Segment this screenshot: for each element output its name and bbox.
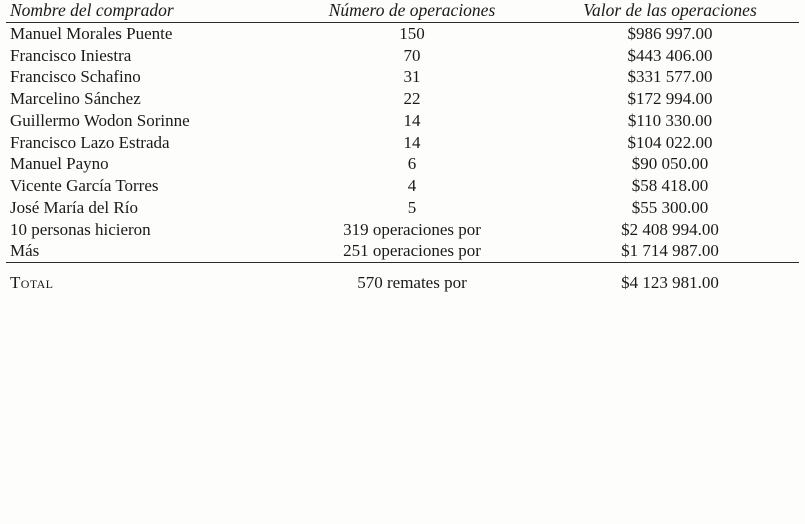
cell-operations: 14: [403, 132, 421, 152]
cell-name: 10 personas hicieron: [10, 219, 151, 239]
cell-operations: 6: [407, 154, 417, 174]
cell-total-operations: 570 remates por: [283, 263, 541, 294]
table-row: [6, 22, 799, 44]
column-header-value: Valor de las operaciones: [541, 0, 799, 22]
table-row: [6, 219, 799, 241]
table-row: [6, 66, 799, 88]
table-row: [6, 240, 799, 262]
table-row: [6, 153, 799, 175]
cell-total-label: Total: [6, 263, 283, 294]
cell-name: Francisco Schafino: [10, 67, 141, 87]
cell-operations: 251 operaciones por: [343, 241, 481, 261]
cell-name: Más: [10, 241, 40, 261]
cell-value: $104 022.00: [627, 132, 713, 152]
cell-value: $110 330.00: [627, 110, 713, 130]
cell-name: Francisco Lazo Estrada: [10, 132, 170, 152]
cell-operations: 14: [403, 110, 421, 130]
buyers-table: [6, 0, 799, 294]
table-row: [6, 175, 799, 197]
cell-operations: 31: [403, 67, 421, 87]
cell-value: $55 300.00: [631, 197, 709, 217]
cell-value: $986 997.00: [627, 23, 713, 43]
table-row: [6, 45, 799, 67]
column-header-operations: Número de operaciones: [283, 0, 541, 22]
table-header-row: [6, 0, 799, 22]
cell-value: $2 408 994.00: [621, 219, 719, 239]
cell-name: Francisco Iniestra: [10, 45, 132, 65]
cell-value: $58 418.00: [631, 176, 709, 196]
cell-operations: 5: [407, 197, 417, 217]
cell-name: Marcelino Sánchez: [10, 89, 141, 109]
cell-name: Vicente García Torres: [10, 176, 159, 196]
table-header: [6, 0, 799, 22]
cell-name: José María del Río: [10, 197, 138, 217]
table-row: [6, 88, 799, 110]
cell-value: $1 714 987.00: [621, 241, 719, 261]
cell-operations: 319 operaciones por: [343, 219, 481, 239]
table-row: [6, 132, 799, 154]
cell-name: Guillermo Wodon Sorinne: [10, 110, 190, 130]
cell-name: Manuel Payno: [10, 154, 109, 174]
table-body: [6, 22, 799, 294]
cell-operations: 70: [403, 45, 421, 65]
cell-value: $90 050.00: [631, 154, 709, 174]
cell-value: $331 577.00: [627, 67, 713, 87]
cell-total-value: $4 123 981.00: [541, 263, 799, 294]
table-total-row: [6, 263, 799, 294]
cell-operations: 150: [399, 23, 425, 43]
column-header-name: Nombre del comprador: [6, 0, 283, 22]
cell-name: Manuel Morales Puente: [10, 23, 173, 43]
table-row: [6, 110, 799, 132]
table-row: [6, 197, 799, 219]
cell-operations: 22: [403, 89, 421, 109]
cell-operations: 4: [407, 176, 417, 196]
cell-value: $172 994.00: [627, 89, 713, 109]
cell-value: $443 406.00: [627, 45, 713, 65]
